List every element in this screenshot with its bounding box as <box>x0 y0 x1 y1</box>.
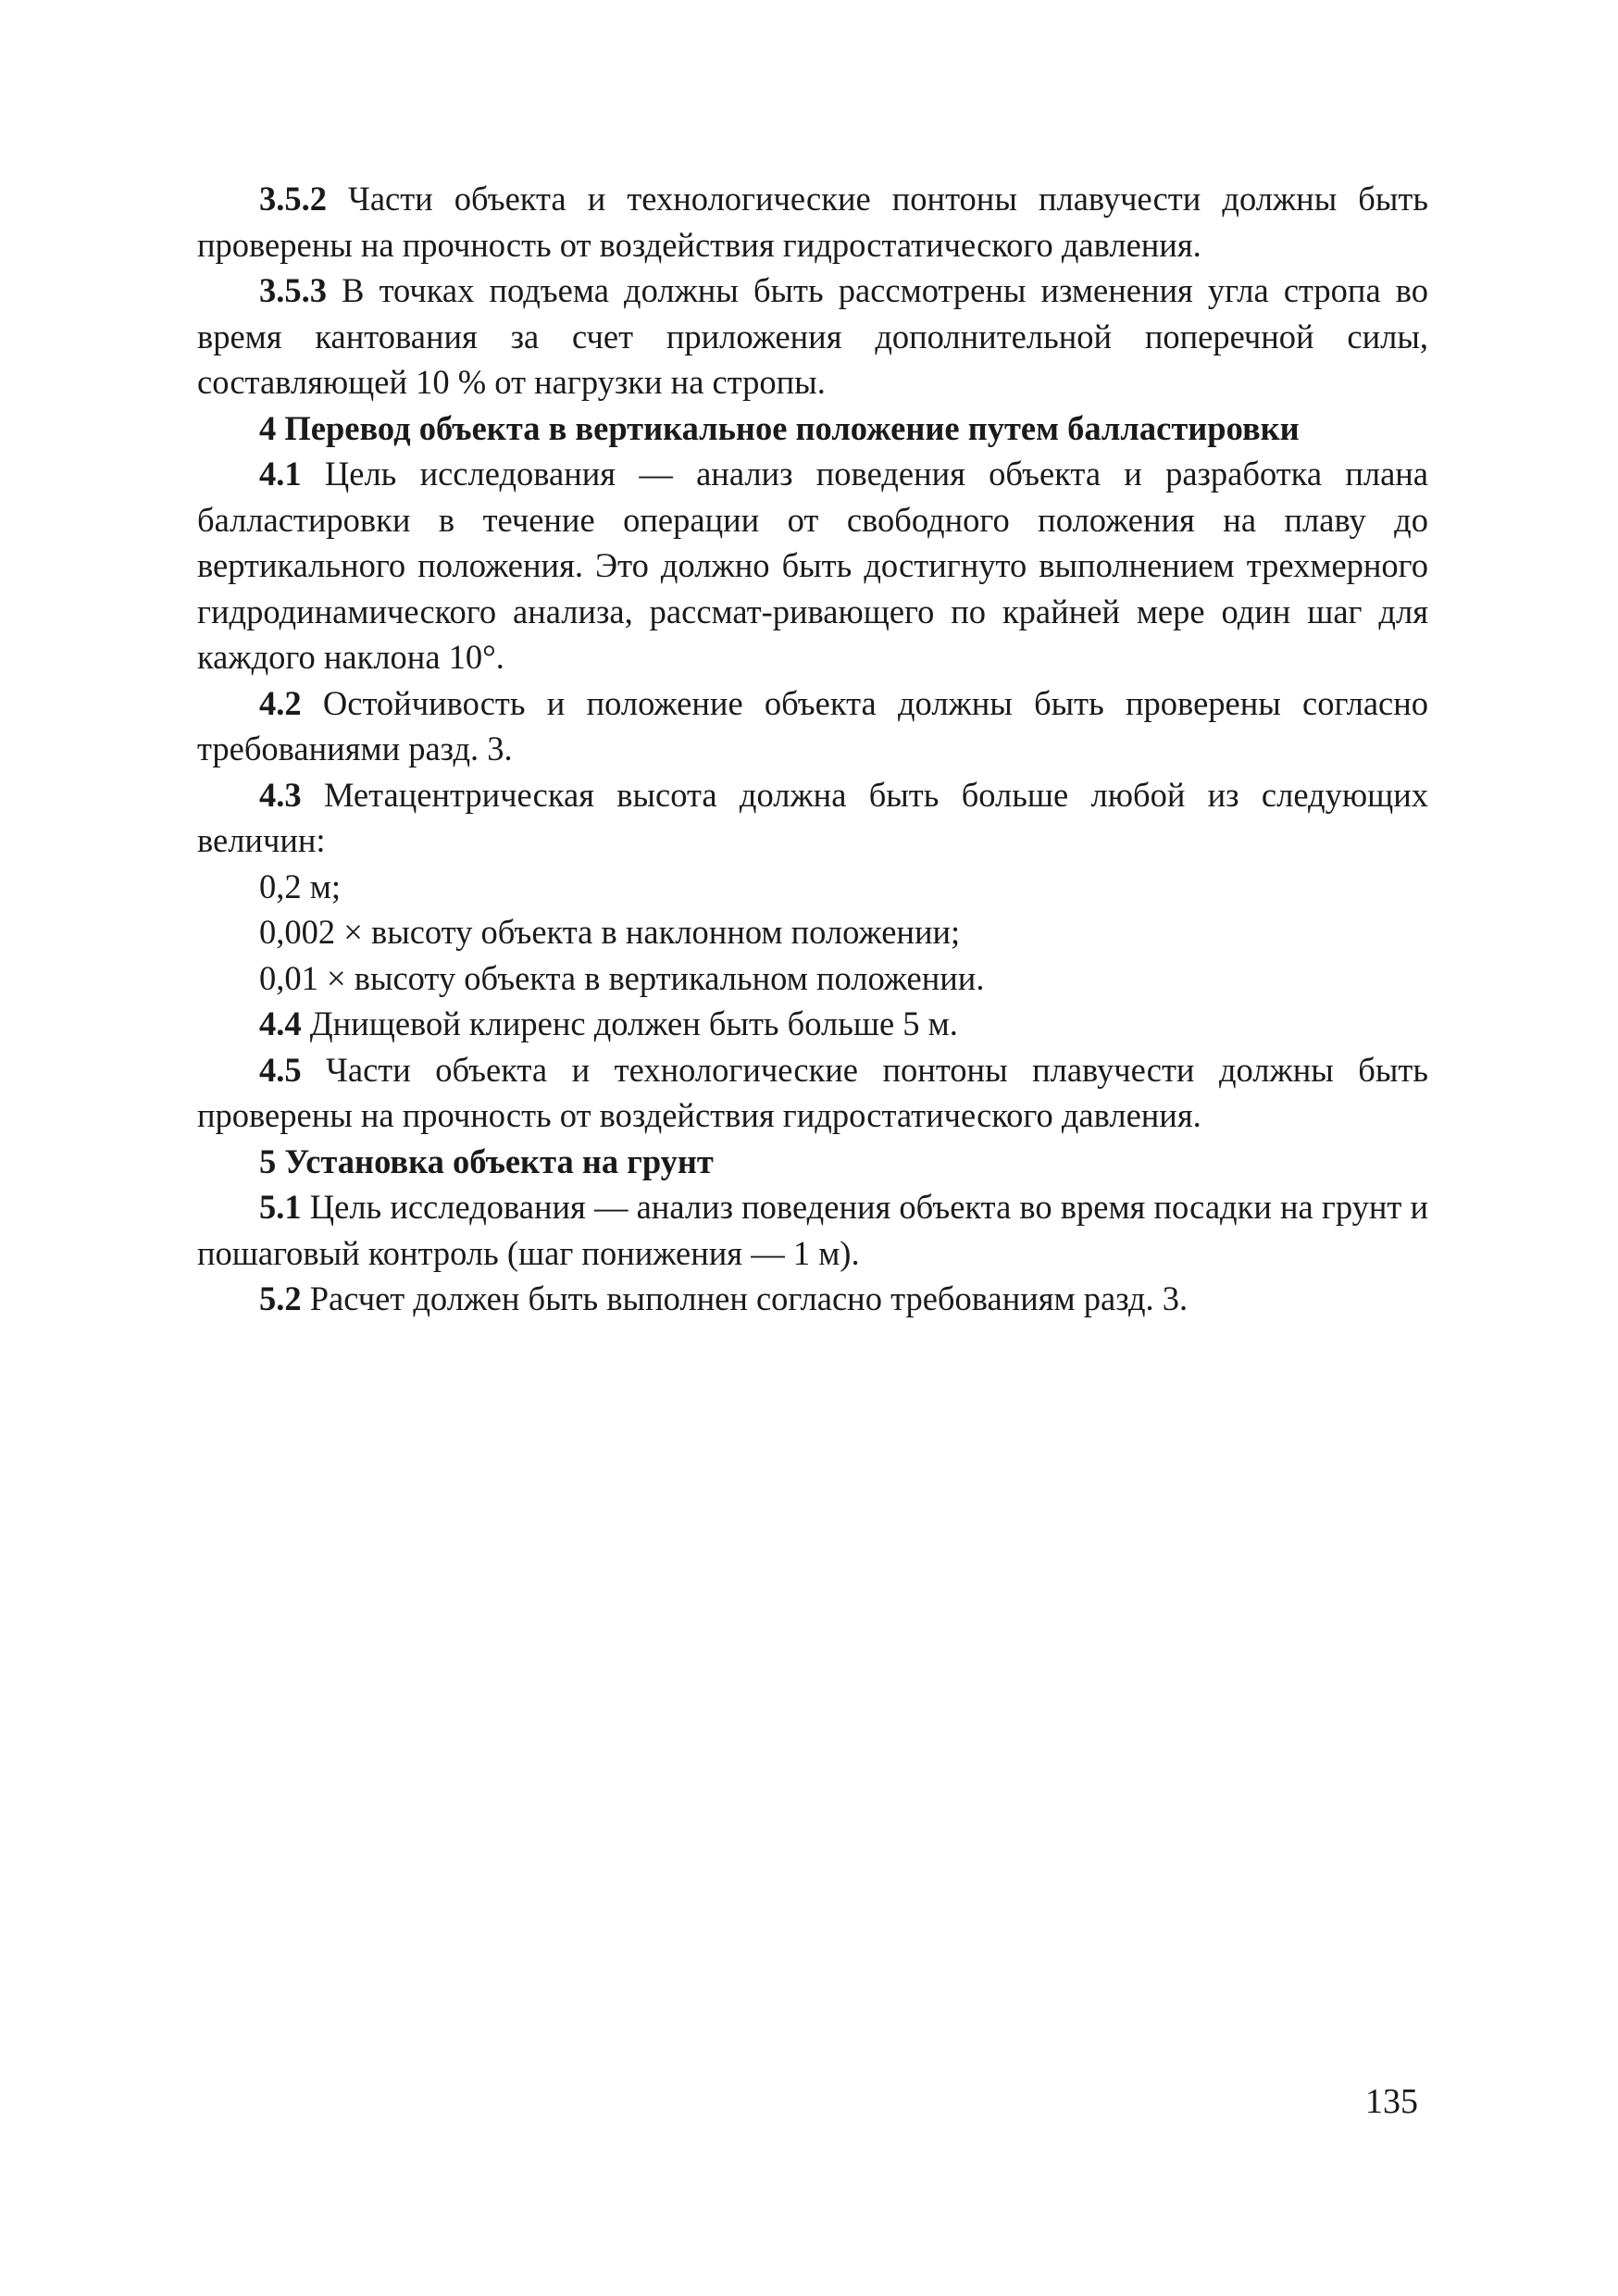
paragraph-4-3 <box>197 772 1428 864</box>
clause-text: Днищевой клиренс должен быть больше 5 м. <box>309 1004 958 1042</box>
section-heading-5: 5 Установка объекта на грунт <box>259 1142 714 1180</box>
paragraph-4-5 <box>197 1047 1428 1139</box>
clause-text: Расчет должен быть выполнен согласно требованиям разд. 3. <box>309 1279 1189 1317</box>
clause-text: Метацентрическая высота должна быть больше любой из следующих величин: <box>197 775 1429 859</box>
list-item: 0,2 м; <box>259 867 341 905</box>
clause-text: В точках подъема должны быть рассмотрены изменения угла стропа во время кантования за счет приложения дополнительной поперечной силы, составляющей 10 % от нагрузки на стропы. <box>197 271 1429 401</box>
paragraph-4-2 <box>197 680 1428 772</box>
paragraph-3-5-2 <box>197 176 1428 268</box>
list-item: 0,01 × высоту объекта в вертикальном положении. <box>259 958 985 997</box>
page-body <box>197 176 1428 1322</box>
paragraph-5-1 <box>197 1184 1428 1276</box>
clause-number: 3.5.3 <box>259 271 327 309</box>
page-number: 135 <box>1365 2082 1418 2121</box>
clause-number: 5.1 <box>259 1188 302 1226</box>
clause-number: 4.2 <box>259 683 302 722</box>
clause-text: Части объекта и технологические понтоны плавучести должны быть проверены на прочность от воздействия гидростатического давления. <box>197 180 1428 264</box>
paragraph-3-5-3 <box>197 268 1428 406</box>
clause-number: 4.5 <box>259 1050 302 1089</box>
clause-number: 3.5.2 <box>259 180 327 218</box>
clause-number: 4.3 <box>259 775 302 814</box>
clause-number: 4.4 <box>259 1004 302 1042</box>
paragraph-4-4 <box>197 1001 1428 1047</box>
clause-text: Цель исследования — анализ поведения объекта и разработка плана балластировки в течение операции от свободного положения на плаву до вертикального положения. Это должно быть достигнуто выполнением трехмерного гидродинамического анализа, рассмат-ривающего по крайней мере один шаг для каждого наклона 10°. <box>197 455 1429 676</box>
list-item: 0,002 × высоту объекта в наклонном положении; <box>259 913 961 951</box>
section-heading-4: 4 Перевод объекта в вертикальное положение путем балластировки <box>259 408 1300 447</box>
paragraph-4-1 <box>197 451 1428 680</box>
clause-text: Цель исследования — анализ поведения объекта во время посадки на грунт и пошаговый контроль (шаг понижения — 1 м). <box>197 1188 1428 1272</box>
clause-text: Остойчивость и положение объекта должны быть проверены согласно требованиями разд. 3. <box>197 683 1429 767</box>
clause-text: Части объекта и технологические понтоны плавучести должны быть проверены на прочность от воздействия гидростатического давления. <box>197 1050 1428 1134</box>
clause-number: 4.1 <box>259 455 302 493</box>
paragraph-5-2 <box>197 1276 1428 1322</box>
clause-number: 5.2 <box>259 1279 302 1317</box>
